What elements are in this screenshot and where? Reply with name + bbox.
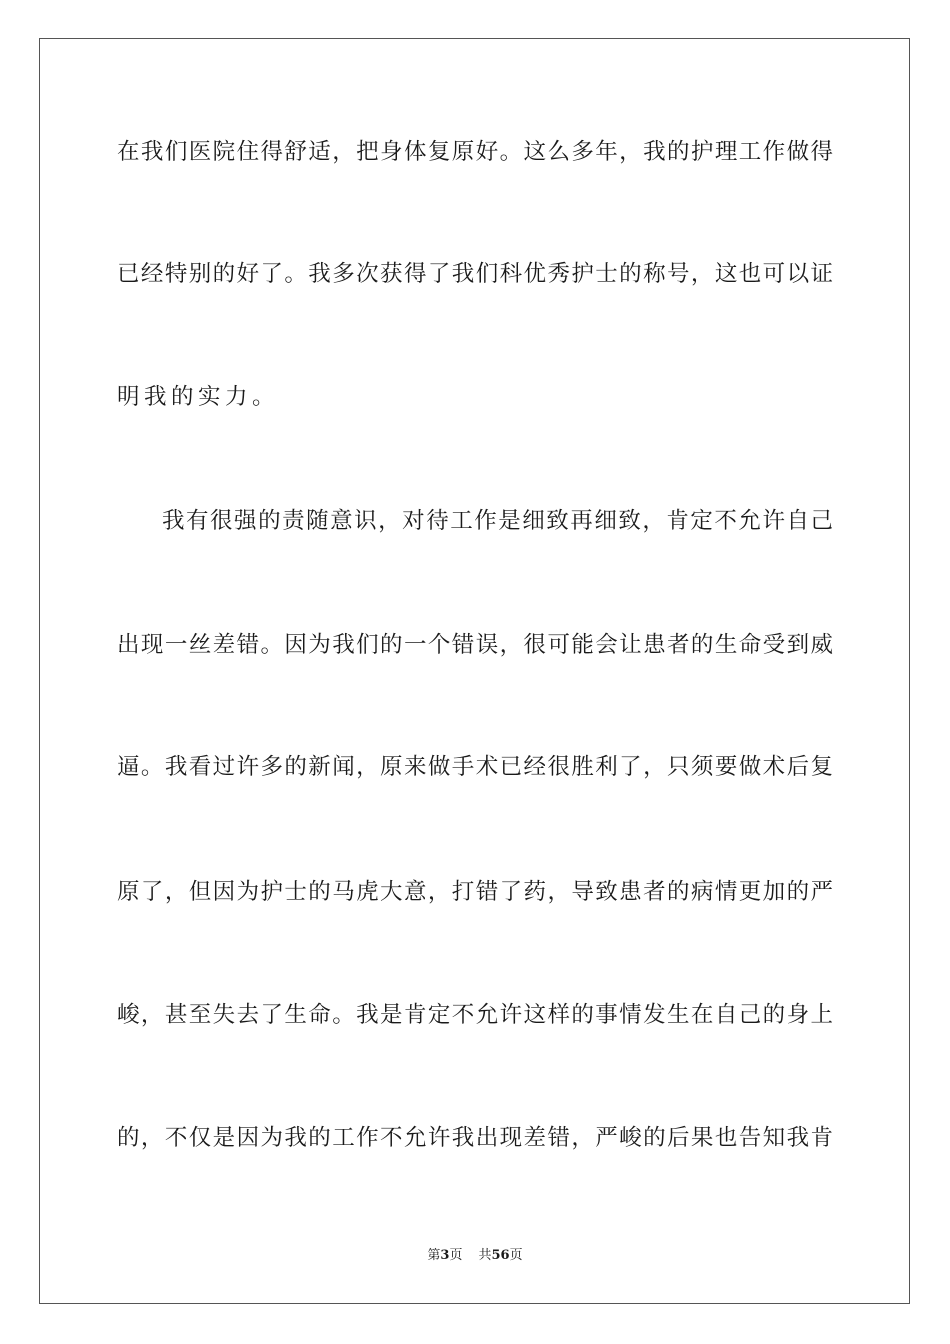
text-line-5: 出现一丝差错。因为我们的一个错误，很可能会让患者的生命受到威 (117, 632, 833, 658)
text-line-3: 明我的实力。 (117, 384, 280, 410)
page-suffix: 页 (449, 1248, 463, 1263)
text-line-6: 逼。我看过许多的新闻，原来做手术已经很胜利了，只须要做术后复 (117, 754, 833, 780)
total-suffix: 页 (509, 1248, 523, 1263)
text-line-2: 已经特别的好了。我多次获得了我们科优秀护士的称号，这也可以证 (117, 261, 833, 287)
page-number: 3 (440, 1248, 450, 1263)
page-border (39, 38, 910, 1304)
text-line-7: 原了，但因为护士的马虎大意，打错了药，导致患者的病情更加的严 (117, 879, 833, 905)
text-line-1: 在我们医院住得舒适，把身体复原好。这么多年，我的护理工作做得 (117, 139, 833, 165)
text-line-8: 峻，甚至失去了生命。我是肯定不允许这样的事情发生在自己的身上 (117, 1002, 833, 1028)
page-prefix: 第 (427, 1248, 441, 1263)
total-prefix: 共 (478, 1248, 492, 1263)
text-line-4: 我有很强的责随意识，对待工作是细致再细致，肯定不允许自己 (162, 508, 833, 534)
page-footer (0, 1247, 950, 1265)
text-line-9: 的，不仅是因为我的工作不允许我出现差错，严峻的后果也告知我肯 (117, 1125, 833, 1151)
total-pages: 56 (491, 1248, 510, 1263)
